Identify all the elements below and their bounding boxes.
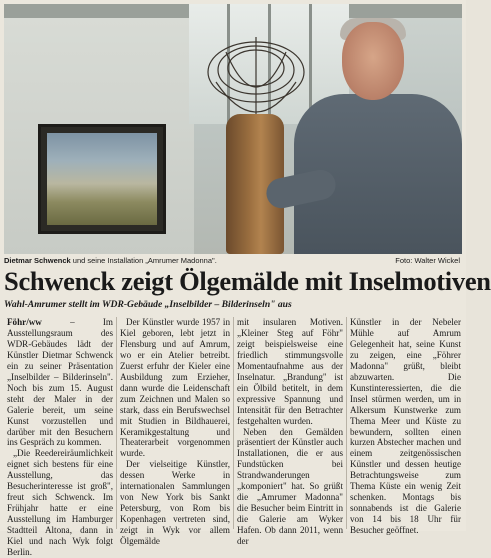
photo-caption xyxy=(4,255,462,266)
artist-head xyxy=(342,22,404,100)
paragraph: Der vielseitige Künstler, dessen Werke in internationalen Sammlungen von New York bis Sankt Petersburg, von Rom bis Kopenhagen vertreten sind, zeigt in Wyk vor allem Ölgemälde xyxy=(120,459,230,547)
caption-text: und seine Installation „Amrumer Madonna". xyxy=(70,256,217,265)
paragraph: mit insularen Motiven. „Kleiner Steg auf Föhr" zeigt beispielsweise eine friedlich stimmungsvolle Momentaufnahme aus der Inselnatur. „Brandung" ist ein Ölbild betitelt, in dem expressive Spannung und Intensität für den Betrachter festgehalten wurden. xyxy=(237,317,343,426)
photo-credit: Foto: Walter Wickel xyxy=(395,256,460,265)
article-column-1 xyxy=(4,317,116,558)
article-column-4 xyxy=(346,317,464,536)
paragraph: Künstler in der Nebeler Mühle auf Amrum Gelegenheit hat, seine Kunst zu zeigen, eine „Föhrer Madonna" grüßt, bleibt abzuwarten. Die Kunstinteressierten, die die Insel stürmen werden, um in Alkersum Kunstwerke zum Thema Meer und Küste zu bewundern, sollten einen kurzen Abstecher machen und einem zeitgenössischen Künstler und dessen heutige Betrachtungsweise zum Thema Küste ein wenig Zeit schenken. Montags bis sonnabends ist die Galerie von 14 bis 18 Uhr für Besucher geöffnet. xyxy=(350,317,461,536)
dateline: Föhr/ww xyxy=(7,317,42,327)
article-column-3 xyxy=(233,317,346,547)
framed-oil-painting xyxy=(38,124,166,234)
paragraph: „Die Reedereiräumlichkeit eignet sich bestens für eine Ausstellung, das Besucherinteresse ist groß", freut sich Schwenck. Im Frühjahr hatte er eine Ausstellung im Hamburger Stadtteil Altona, dann in Kiel und nach Wyk folgt Berlin. xyxy=(7,448,113,558)
paragraph: Neben den Gemälden präsentiert der Künstler auch Installationen, die er aus Fundstücken bei Strandwanderungen „komponiert" hat. So grüßt die „Amrumer Madonna" die Besucher beim Eintritt in die Galerie am Wyker Hafen. Ob dann 2011, wenn der xyxy=(237,426,343,547)
caption-name: Dietmar Schwenck xyxy=(4,256,71,265)
paragraph: Föhr/ww – Im Ausstellungsraum des WDR-Gebäudes lädt der Künstler Dietmar Schwenck ein zu seiner Präsentation „Inselbilder – Bilderinseln". Noch bis zum 15. August steht der Maler in der Galerie bereit, um seine Kunst vorzustellen und darüber mit den Besuchern ins Gespräch zu kommen. xyxy=(7,317,113,448)
subheadline: Wahl-Amrumer stellt im WDR-Gebäude „Inselbilder – Bilderinseln" aus xyxy=(4,299,292,310)
article-photo xyxy=(4,4,462,254)
seascape-painting xyxy=(47,133,157,225)
headline: Schwenck zeigt Ölgemälde mit Inselmotiven xyxy=(4,266,491,296)
paragraph: Der Künstler wurde 1957 in Kiel geboren, lebt jetzt in Flensburg und auf Amrum, wo er ein Atelier betreibt. Zuerst erfuhr der Kieler eine Ausbildung zum Erzieher, dann wurde die Leidenschaft zum Zeichnen und Malen so stark, dass ein Berufswechsel mit Studien in Bildhauerei, Keramikgestaltung und Theaterarbeit vorgenommen wurde. xyxy=(120,317,230,459)
article-column-2 xyxy=(116,317,233,547)
article-body xyxy=(4,317,464,558)
